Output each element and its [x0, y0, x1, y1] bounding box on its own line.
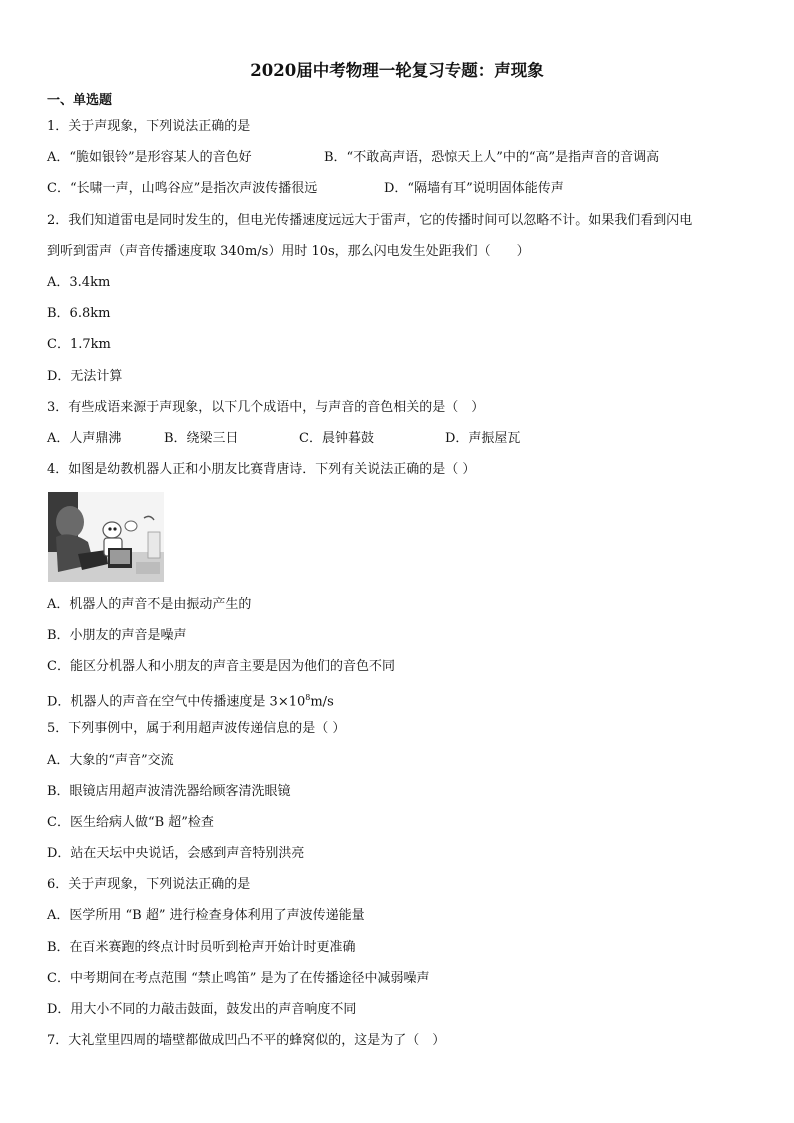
question-2-option-a[interactable]: A．3.4km [47, 275, 111, 290]
question-1-option-d[interactable]: D．“隔墙有耳”说明固体能传声 [384, 181, 564, 196]
question-6-option-c[interactable]: C．中考期间在考点范围 “禁止鸣笛” 是为了在传播途径中减弱噪声 [47, 971, 430, 986]
question-6-option-b[interactable]: B．在百米赛跑的终点计时员听到枪声开始计时更准确 [47, 940, 356, 955]
question-4-option-c[interactable]: C．能区分机器人和小朋友的声音主要是因为他们的音色不同 [47, 659, 395, 674]
question-3-stem: 3．有些成语来源于声现象，以下几个成语中，与声音的音色相关的是（ ） [47, 400, 485, 415]
question-3-option-c[interactable]: C．晨钟暮鼓 [299, 431, 374, 446]
question-5-option-b[interactable]: B．眼镜店用超声波清洗器给顾客清洗眼镜 [47, 784, 291, 799]
question-3-option-b[interactable]: B．绕梁三日 [164, 431, 239, 446]
question-4-stem: 4．如图是幼教机器人正和小朋友比赛背唐诗．下列有关说法正确的是（ ） [47, 462, 476, 477]
question-1-option-b[interactable]: B．“不敢高声语，恐惊天上人”中的“高”是指声音的音调高 [324, 150, 660, 165]
question-5-option-c[interactable]: C．医生给病人做“B 超”检查 [47, 815, 214, 830]
question-4-option-d-exponent: 8 [305, 693, 311, 702]
question-3-option-a[interactable]: A．人声鼎沸 [47, 431, 122, 446]
question-2-option-d[interactable]: D．无法计算 [47, 369, 123, 384]
question-5-option-a[interactable]: A．大象的“声音”交流 [47, 753, 174, 768]
question-4-option-b[interactable]: B．小朋友的声音是噪声 [47, 628, 187, 643]
question-4-option-d[interactable] [47, 689, 334, 711]
robot-and-child-photo [48, 492, 164, 582]
question-6-option-a[interactable]: A．医学所用 “B 超” 进行检查身体利用了声波传递能量 [47, 908, 365, 923]
question-1-option-a[interactable]: A．“脆如银铃”是形容某人的音色好 [47, 150, 252, 165]
section-heading: 一、单选题 [47, 93, 113, 108]
question-4-option-d-unit: m/s [310, 694, 334, 710]
question-2-stem-line-2: 到听到雷声（声音传播速度取 340m/s）用时 10s，那么闪电发生处距我们（ ） [47, 244, 530, 259]
question-3-option-d[interactable]: D．声振屋瓦 [445, 431, 521, 446]
question-2-option-c[interactable]: C．1.7km [47, 337, 111, 352]
question-6-option-d[interactable]: D．用大小不同的力敲击鼓面，鼓发出的声音响度不同 [47, 1002, 357, 1017]
question-1-option-c[interactable]: C．“长啸一声，山鸣谷应”是指次声波传播很远 [47, 181, 318, 196]
question-2-option-b[interactable]: B．6.8km [47, 306, 111, 321]
question-1-stem: 1．关于声现象，下列说法正确的是 [47, 119, 251, 134]
question-7-stem: 7．大礼堂里四周的墙壁都做成凹凸不平的蜂窝似的，这是为了（ ） [47, 1033, 446, 1048]
question-4-option-a[interactable]: A．机器人的声音不是由振动产生的 [47, 597, 252, 612]
question-2-stem-line-1: 2．我们知道雷电是同时发生的，但电光传播速度远远大于雷声，它的传播时间可以忽略不计。如果我们看到闪电 [47, 213, 693, 228]
question-4-option-d-text: D．机器人的声音在空气中传播速度是 3×10 [47, 694, 306, 710]
question-5-stem: 5．下列事例中，属于利用超声波传递信息的是（ ） [47, 721, 346, 736]
question-6-stem: 6．关于声现象，下列说法正确的是 [47, 877, 251, 892]
page-title: 2020届中考物理一轮复习专题：声现象 [250, 61, 544, 80]
question-5-option-d[interactable]: D．站在天坛中央说话，会感到声音特别洪亮 [47, 846, 305, 861]
